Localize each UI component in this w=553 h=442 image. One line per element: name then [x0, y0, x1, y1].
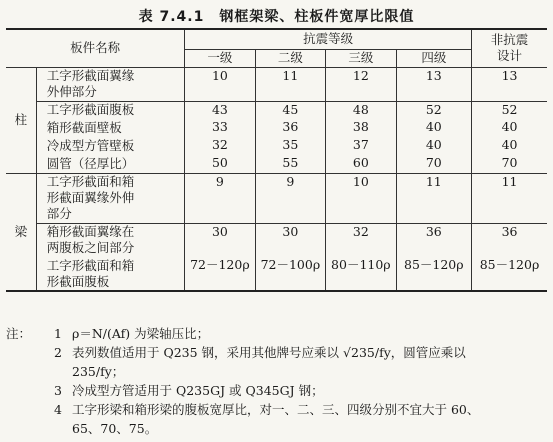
notes-section [6, 324, 547, 438]
value-cell: 80－110ρ [326, 257, 396, 291]
grade-header-2: 二级 [255, 49, 325, 67]
note-4 [6, 400, 547, 419]
table-row [6, 173, 547, 223]
note-text: 冷成型方管适用于 Q235GJ 或 Q345GJ 钢； [72, 383, 324, 398]
note-3 [6, 381, 547, 400]
member-name-line: 形截面翼缘外伸 [46, 190, 135, 205]
value-cell: 10 [185, 67, 255, 101]
non-seismic-header-line1: 非抗震 [490, 32, 529, 48]
member-name-line: 工字形截面腹板 [46, 102, 135, 118]
value-cell: 30 [255, 223, 325, 257]
table-row [6, 67, 547, 101]
value-cell: 40 [472, 137, 547, 155]
member-name-cell [36, 155, 184, 173]
note-1 [6, 324, 547, 343]
table-row [6, 101, 547, 119]
note-2 [6, 343, 547, 362]
value-cell: 70 [396, 155, 471, 173]
value-cell: 30 [185, 223, 255, 257]
table-row [6, 223, 547, 257]
note-text: 工字形梁和箱形梁的腹板宽厚比，对一、二、三、四级分别不宜大于 60、 [72, 402, 480, 417]
note-number: 3 [54, 383, 62, 398]
notes-lead: 注： [6, 326, 32, 341]
non-seismic-header-line2: 设计 [497, 48, 523, 64]
value-cell: 13 [396, 67, 471, 101]
value-cell: 12 [326, 67, 396, 101]
member-name-header: 板件名称 [6, 29, 185, 67]
note-4-continuation: 65、70、75。 [72, 421, 158, 436]
value-cell: 40 [396, 137, 471, 155]
value-cell: 40 [396, 119, 471, 137]
member-name-line: 圆管（径厚比） [46, 155, 135, 171]
grade-header-1: 一级 [185, 49, 255, 67]
value-cell: 40 [472, 119, 547, 137]
value-cell: 43 [185, 101, 255, 119]
table-row [6, 119, 547, 137]
seismic-grade-header: 抗震等级 [185, 29, 472, 49]
category-label: 柱 [6, 67, 36, 173]
value-cell: 52 [396, 101, 471, 119]
value-cell: 11 [255, 67, 325, 101]
beam-section [6, 173, 547, 291]
member-name-cell [36, 119, 184, 137]
member-name-cell [36, 67, 184, 101]
note-number: 4 [54, 402, 62, 417]
value-cell: 55 [255, 155, 325, 173]
member-name-line: 外伸部分 [46, 84, 97, 99]
value-cell: 36 [472, 223, 547, 257]
member-name-line: 箱形截面翼缘在 [46, 224, 135, 240]
value-cell: 32 [185, 137, 255, 155]
member-name-cell [36, 101, 184, 119]
value-cell: 45 [255, 101, 325, 119]
member-name-cell [36, 257, 184, 291]
non-seismic-header [472, 29, 547, 67]
note-number: 1 [54, 326, 62, 341]
value-cell: 72－100ρ [255, 257, 325, 291]
member-name-line: 工字形截面翼缘 [46, 68, 135, 83]
value-cell: 85－120ρ [472, 257, 547, 291]
value-cell: 37 [326, 137, 396, 155]
member-name-cell [36, 173, 184, 223]
value-cell: 13 [472, 67, 547, 101]
value-cell: 9 [185, 173, 255, 223]
member-name-line: 冷成型方管壁板 [46, 138, 135, 153]
table-title: 表 7.4.1 钢框架梁、柱板件宽厚比限值 [138, 9, 415, 25]
member-name-cell [36, 223, 184, 257]
value-cell: 50 [185, 155, 255, 173]
value-cell: 85－120ρ [396, 257, 471, 291]
grade-header-3: 三级 [326, 49, 396, 67]
column-section [6, 67, 547, 173]
note-2-continuation: 235/fy； [72, 364, 125, 379]
value-cell: 35 [255, 137, 325, 155]
member-name-line: 工字形截面和箱 [46, 174, 135, 189]
note-number: 2 [54, 345, 62, 360]
value-cell: 33 [185, 119, 255, 137]
value-cell: 70 [472, 155, 547, 173]
table-row [6, 257, 547, 291]
value-cell: 60 [326, 155, 396, 173]
note-text: ρ＝N/(Af) 为梁轴压比； [72, 326, 210, 341]
member-name-line: 部分 [46, 206, 72, 221]
table-row [6, 137, 547, 155]
value-cell: 11 [396, 173, 471, 223]
grade-header-4: 四级 [396, 49, 471, 67]
member-name-line: 两腹板之间部分 [46, 240, 135, 256]
member-name-line: 工字形截面和箱 [46, 257, 135, 273]
value-cell: 11 [472, 173, 547, 223]
value-cell: 36 [255, 119, 325, 137]
value-cell: 48 [326, 101, 396, 119]
member-name-line: 形截面腹板 [46, 273, 110, 289]
note-text: 表列数值适用于 Q235 钢，采用其他牌号应乘以 √235/fy，圆管应乘以 [72, 345, 466, 360]
value-cell: 36 [396, 223, 471, 257]
value-cell: 52 [472, 101, 547, 119]
value-cell: 10 [326, 173, 396, 223]
value-cell: 32 [326, 223, 396, 257]
member-name-cell [36, 137, 184, 155]
width-thickness-limit-table [6, 28, 547, 292]
value-cell: 9 [255, 173, 325, 223]
category-label: 梁 [6, 173, 36, 291]
value-cell: 38 [326, 119, 396, 137]
value-cell: 72－120ρ [185, 257, 255, 291]
member-name-line: 箱形截面壁板 [46, 120, 122, 135]
table-row [6, 155, 547, 173]
